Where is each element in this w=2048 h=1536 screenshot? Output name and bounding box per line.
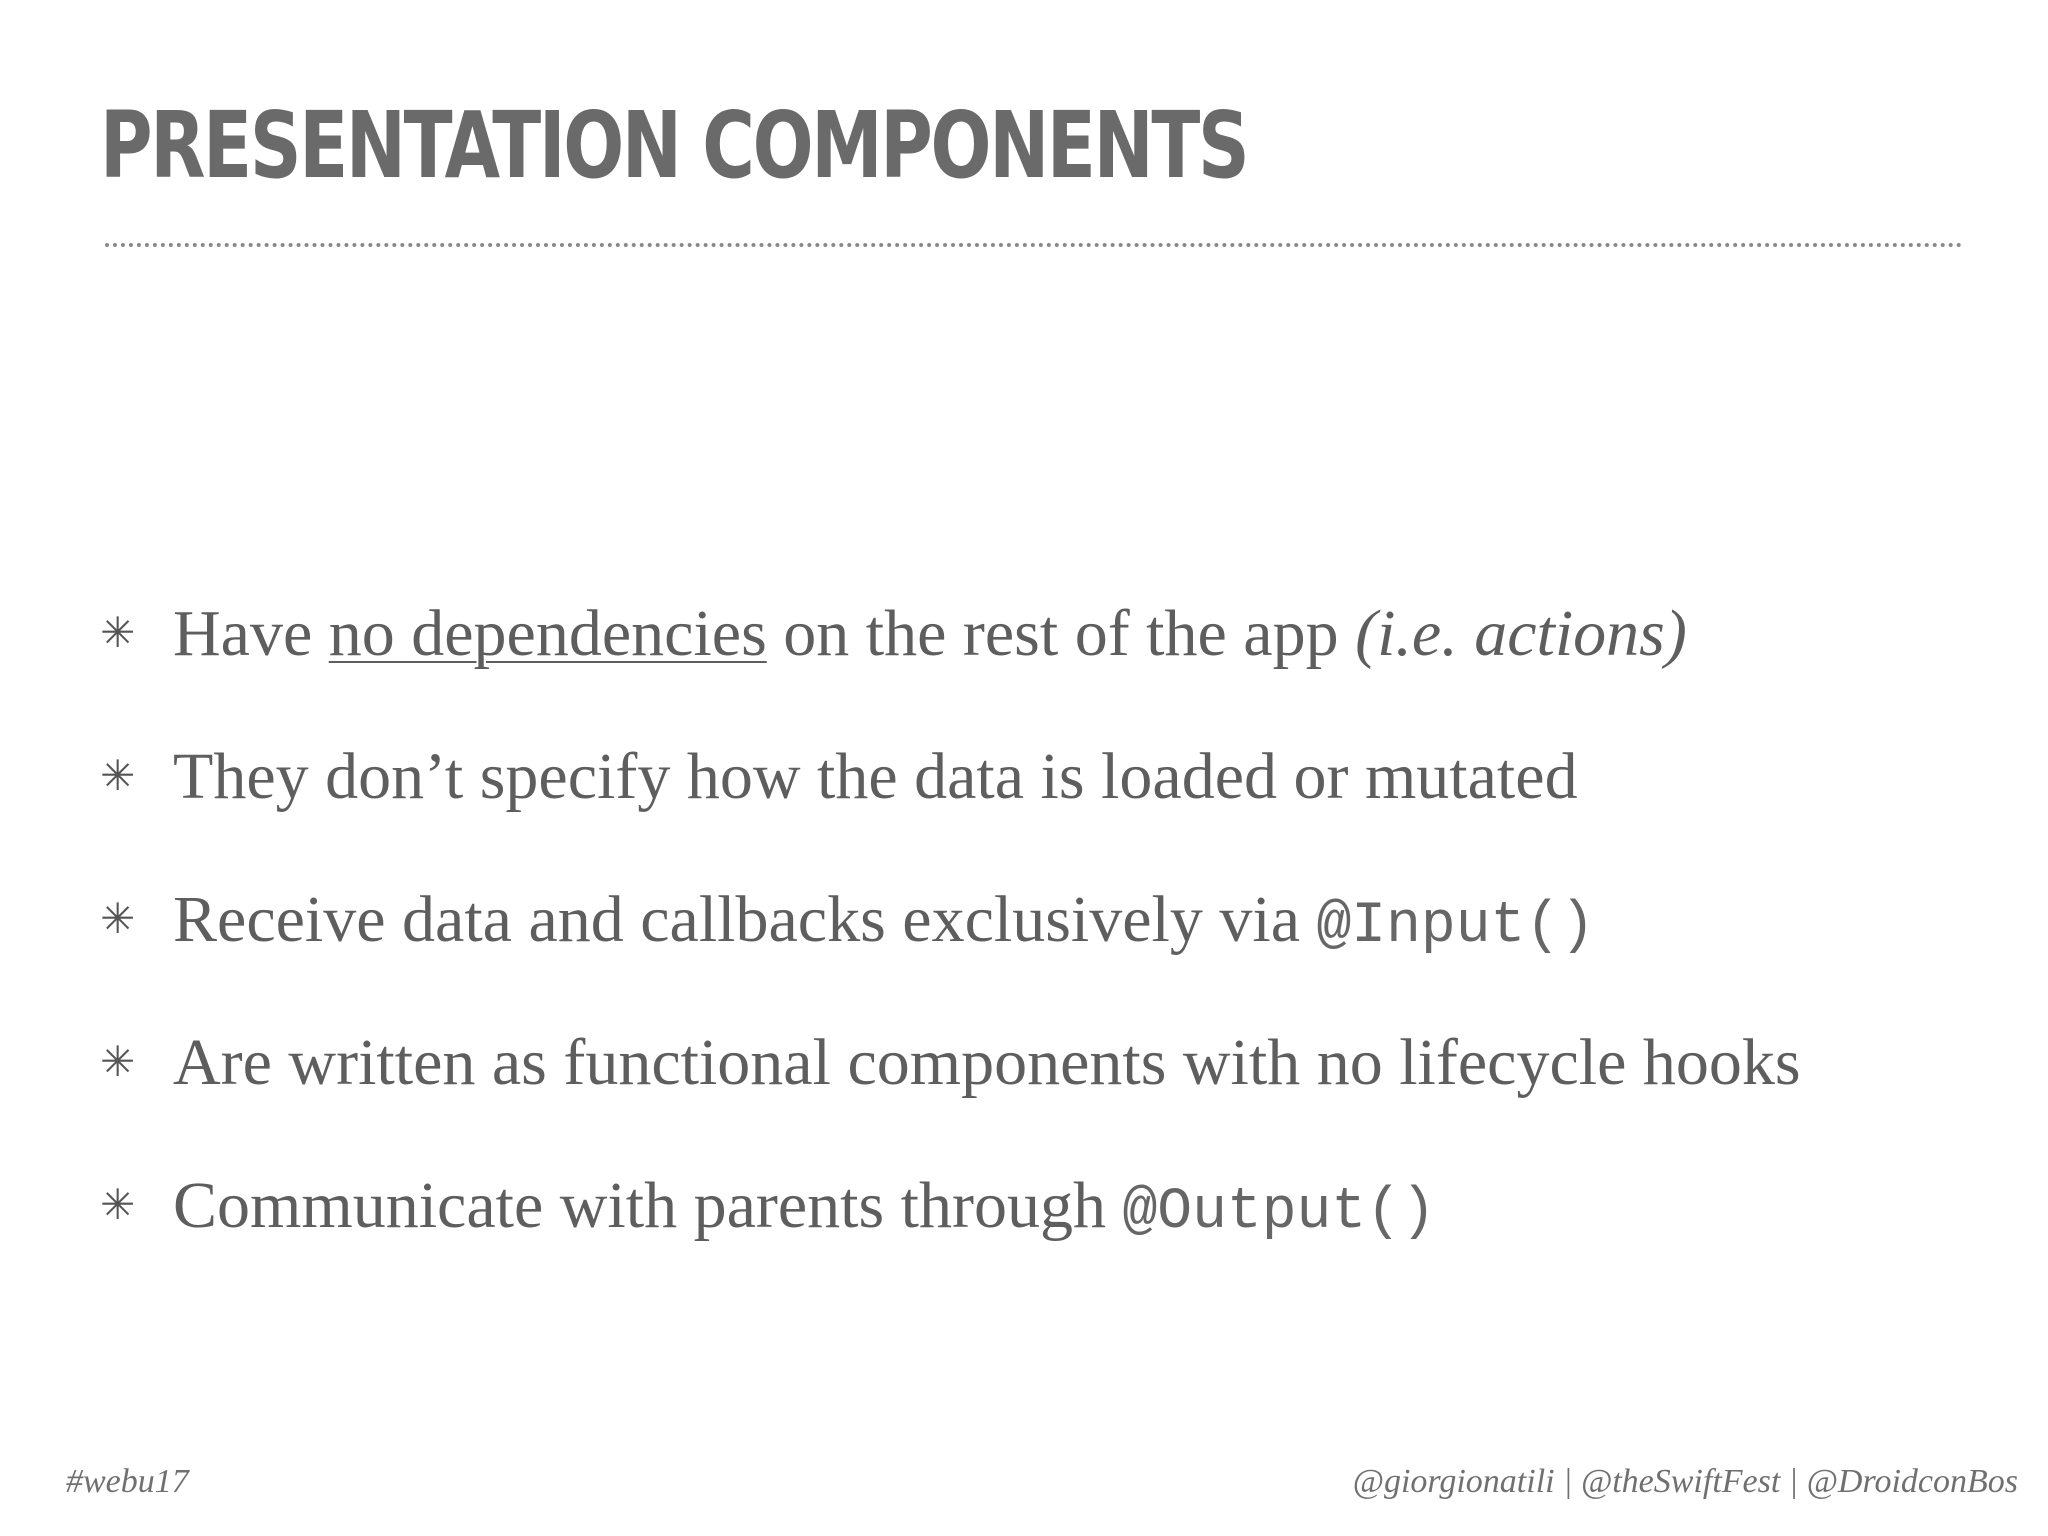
bullet-item bbox=[100, 1170, 1980, 1313]
bullet-code-input: @Input() bbox=[1316, 894, 1595, 959]
title-divider bbox=[105, 243, 1963, 247]
bullet-italic-text: (i.e. actions) bbox=[1355, 597, 1687, 670]
bullet-text-part: Have bbox=[173, 597, 329, 670]
bullet-text: They don’t specify how the data is loaded or mutated bbox=[173, 740, 1578, 813]
bullet-item bbox=[100, 1027, 1980, 1170]
bullet-underlined-text: no dependencies bbox=[328, 597, 767, 670]
bullet-star-icon: ✳ bbox=[100, 894, 136, 943]
bullet-code-output: @Output() bbox=[1122, 1180, 1436, 1245]
bullet-text-part: Receive data and callbacks exclusively via bbox=[173, 883, 1317, 956]
bullet-star-icon: ✳ bbox=[100, 751, 136, 800]
bullet-item bbox=[100, 598, 1980, 741]
bullet-text bbox=[173, 1170, 1436, 1245]
footer-hashtag: #webu17 bbox=[66, 1463, 189, 1500]
bullet-text: Are written as functional components with no lifecycle hooks bbox=[173, 1026, 1801, 1099]
slide-title: PRESENTATION COMPONENTS bbox=[100, 92, 1248, 199]
bullet-item bbox=[100, 741, 1980, 884]
bullet-star-icon: ✳ bbox=[100, 1180, 136, 1229]
bullet-text-part: Communicate with parents through bbox=[173, 1169, 1123, 1242]
bullet-text-part: on the rest of the app bbox=[766, 597, 1356, 670]
bullet-text bbox=[173, 598, 1687, 671]
bullet-item bbox=[100, 884, 1980, 1027]
bullet-star-icon: ✳ bbox=[100, 608, 136, 657]
footer-handles: @giorgionatili | @theSwiftFest | @DroidconBos bbox=[1352, 1463, 2018, 1500]
bullet-list bbox=[100, 598, 1980, 1313]
bullet-text bbox=[173, 884, 1595, 959]
bullet-star-icon: ✳ bbox=[100, 1037, 136, 1086]
